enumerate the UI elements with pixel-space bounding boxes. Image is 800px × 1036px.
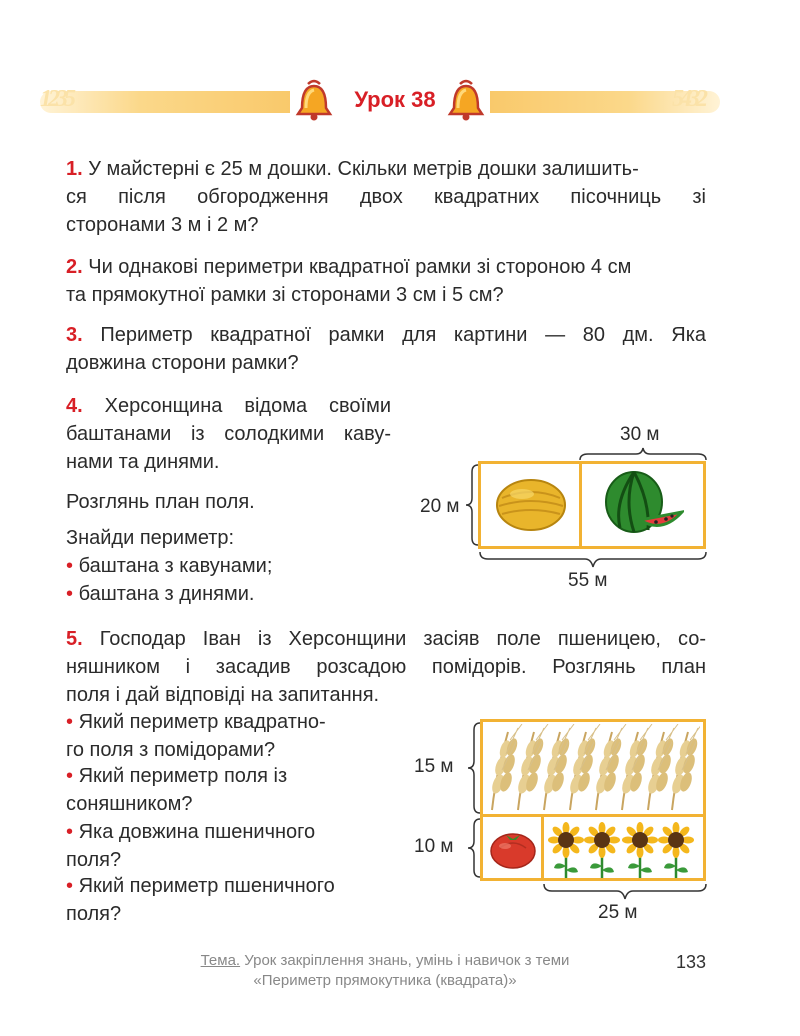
brace-bottom-25 xyxy=(542,882,708,902)
decorative-numbers-left: 1235 xyxy=(40,86,72,112)
task-5-question-1: • Який периметр квадратно- го поля з помідорами? xyxy=(66,711,326,761)
plan2-v-divider xyxy=(541,814,544,881)
plan2-h-divider xyxy=(480,814,706,817)
task-1: 1. У майстерні є 25 м дошки. Скільки метрів дошки залишить- ся після обгородження двох квадратних пісочниць зі сторонами 3 м і 2 м? xyxy=(66,158,706,236)
decorative-numbers-right: 5432 xyxy=(672,86,704,112)
melon-icon xyxy=(494,476,568,534)
task-3-number: 3. xyxy=(66,324,83,346)
find-prompt: Знайди периметр: xyxy=(66,527,235,549)
task-3: 3. Периметр квадратної рамки для картини — 80 дм. Яка довжина сторони рамки? xyxy=(66,324,707,374)
plan2-bottom-label: 25 м xyxy=(598,902,638,923)
task-2-number: 2. xyxy=(66,256,83,278)
task-2: 2. Чи однакові периметри квадратної рамки зі стороною 4 см та прямокутної рамки зі сторонами 3 см і 5 см? xyxy=(66,256,632,306)
task-4: 4. Херсонщина відома своїми баштанами із солодкими каву- нами та динями. xyxy=(66,395,391,473)
task-5-question-3: • Яка довжина пшеничного поля? xyxy=(66,821,316,871)
footer-topic: Тема. Урок закріплення знань, умінь і навичок з теми «Периметр прямокутника (квадрата)» xyxy=(200,952,570,989)
task-1-number: 1. xyxy=(66,158,83,180)
header-band-left xyxy=(40,91,290,113)
plan2-mid-side-label: 10 м xyxy=(414,836,454,857)
lesson-title: Урок 38 xyxy=(354,87,436,112)
plan1-side-label: 20 м xyxy=(420,496,460,517)
plan1-top-label: 30 м xyxy=(620,424,660,445)
watermelon-icon xyxy=(600,468,684,538)
footer-tema: Тема. xyxy=(200,952,241,969)
bell-icon xyxy=(294,78,334,124)
task-5-question-2: • Який периметр поля із соняшником? xyxy=(66,765,288,815)
page-number: 133 xyxy=(676,952,707,972)
task-4-number: 4. xyxy=(66,395,83,417)
task-5-question-4: • Який периметр пшеничного поля? xyxy=(66,875,335,925)
bell-icon xyxy=(446,78,486,124)
plan-prompt: Розглянь план поля. xyxy=(66,491,255,513)
wheat-icon xyxy=(486,724,700,812)
brace-bottom-55 xyxy=(478,550,708,570)
task-5: 5. Господар Іван із Херсонщини засіяв поле пшеницею, со- няшником і засадив розсадою помідорів. Розглянь план поля і дай відповіді на запитання. xyxy=(66,628,706,706)
tomato-icon xyxy=(488,826,538,870)
task-4-bullet-2: • баштана з динями. xyxy=(66,583,255,605)
brace-top-30 xyxy=(576,446,710,462)
plan2-top-side-label: 15 м xyxy=(414,756,454,777)
task-5-number: 5. xyxy=(66,628,83,650)
task-4-bullet-1: • баштана з кавунами; xyxy=(66,555,273,577)
plan1-bottom-label: 55 м xyxy=(568,570,608,591)
sunflower-icon xyxy=(548,822,704,878)
plan1-divider xyxy=(579,461,582,549)
